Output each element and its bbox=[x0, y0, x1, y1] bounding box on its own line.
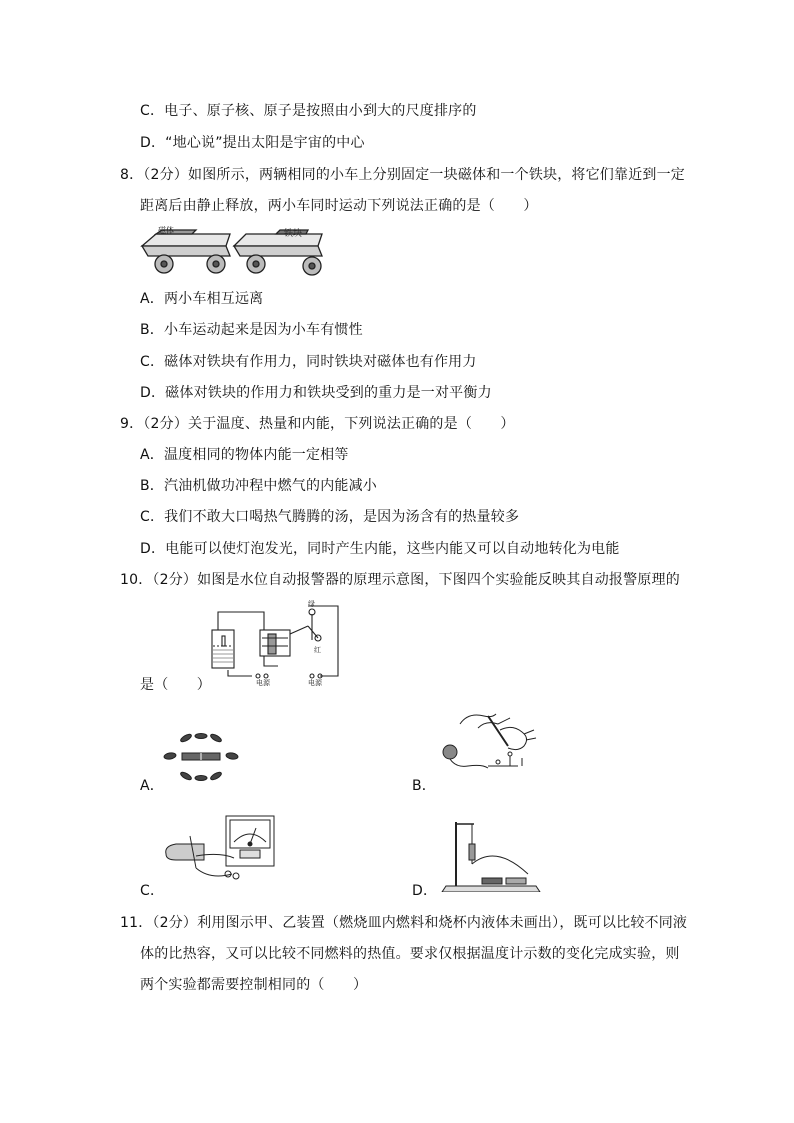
red-lamp-label: 红 bbox=[314, 646, 321, 654]
q8-option-b: B．小车运动起来是因为小车有惯性 bbox=[140, 322, 363, 338]
magnet-car bbox=[142, 230, 230, 273]
q8-cars-figure bbox=[136, 224, 332, 278]
q11-stem-line3: 两个实验都需要控制相同的（ ） bbox=[140, 977, 368, 993]
q9-option-d: D．电能可以使灯泡发光，同时产生内能，这些内能又可以自动地转化为电能 bbox=[140, 541, 620, 557]
magnet-label: 磁体 bbox=[158, 226, 174, 235]
iron-car bbox=[234, 230, 322, 275]
q10-stem-line1: 10．（2分）如图是水位自动报警器的原理示意图，下图四个实验能反映其自动报警原理的 bbox=[120, 572, 680, 588]
q10-alarm-circuit-figure bbox=[208, 600, 348, 686]
q8-stem-line2: 距离后由静止释放，两小车同时运动下列说法正确的是（ ） bbox=[140, 198, 538, 214]
q8-option-d: D．磁体对铁块的作用力和铁块受到的重力是一对平衡力 bbox=[140, 385, 492, 401]
q7-option-d: D．“地心说”提出太阳是宇宙的中心 bbox=[140, 135, 365, 151]
q10-choice-a: A． bbox=[140, 778, 164, 794]
q10-figure-a bbox=[160, 730, 244, 784]
q10-choice-c: C． bbox=[140, 883, 165, 899]
q10-stem-line2: 是（ ） bbox=[140, 677, 211, 693]
q11-stem-line2: 体的比热容，又可以比较不同燃料的热值。要求仅根据温度计示数的变化完成实验，则 bbox=[140, 946, 680, 962]
power-label-2: 电源 bbox=[308, 679, 322, 686]
q11-stem-line1: 11．（2分）利用图示甲、乙装置（燃烧皿内燃料和烧杯内液体未画出），既可以比较不同液 bbox=[120, 915, 688, 931]
q9-stem: 9．（2分）关于温度、热量和内能，下列说法正确的是（ ） bbox=[120, 416, 515, 432]
q9-option-c: C．我们不敢大口喝热气腾腾的汤，是因为汤含有的热量较多 bbox=[140, 509, 520, 525]
q10-figure-b bbox=[438, 706, 538, 778]
q8-option-a: A．两小车相互远离 bbox=[140, 291, 264, 307]
q8-option-c: C．磁体对铁块有作用力，同时铁块对磁体也有作用力 bbox=[140, 354, 477, 370]
q10-choice-d: D． bbox=[412, 883, 438, 899]
q9-option-a: A．温度相同的物体内能一定相等 bbox=[140, 447, 349, 463]
q10-figure-c bbox=[160, 812, 280, 884]
q9-option-b: B．汽油机做功冲程中燃气的内能减小 bbox=[140, 478, 378, 494]
q10-choice-b: B． bbox=[412, 778, 437, 794]
green-lamp-label: 绿 bbox=[308, 600, 315, 608]
power-label-1: 电源 bbox=[256, 679, 270, 686]
q8-stem-line1: 8．（2分）如图所示，两辆相同的小车上分别固定一块磁体和一个铁块，将它们靠近到一定 bbox=[120, 167, 686, 183]
q7-option-c: C．电子、原子核、原子是按照由小到大的尺度排序的 bbox=[140, 103, 477, 119]
q10-figure-d bbox=[436, 818, 546, 892]
iron-label: 铁块 bbox=[284, 229, 303, 239]
